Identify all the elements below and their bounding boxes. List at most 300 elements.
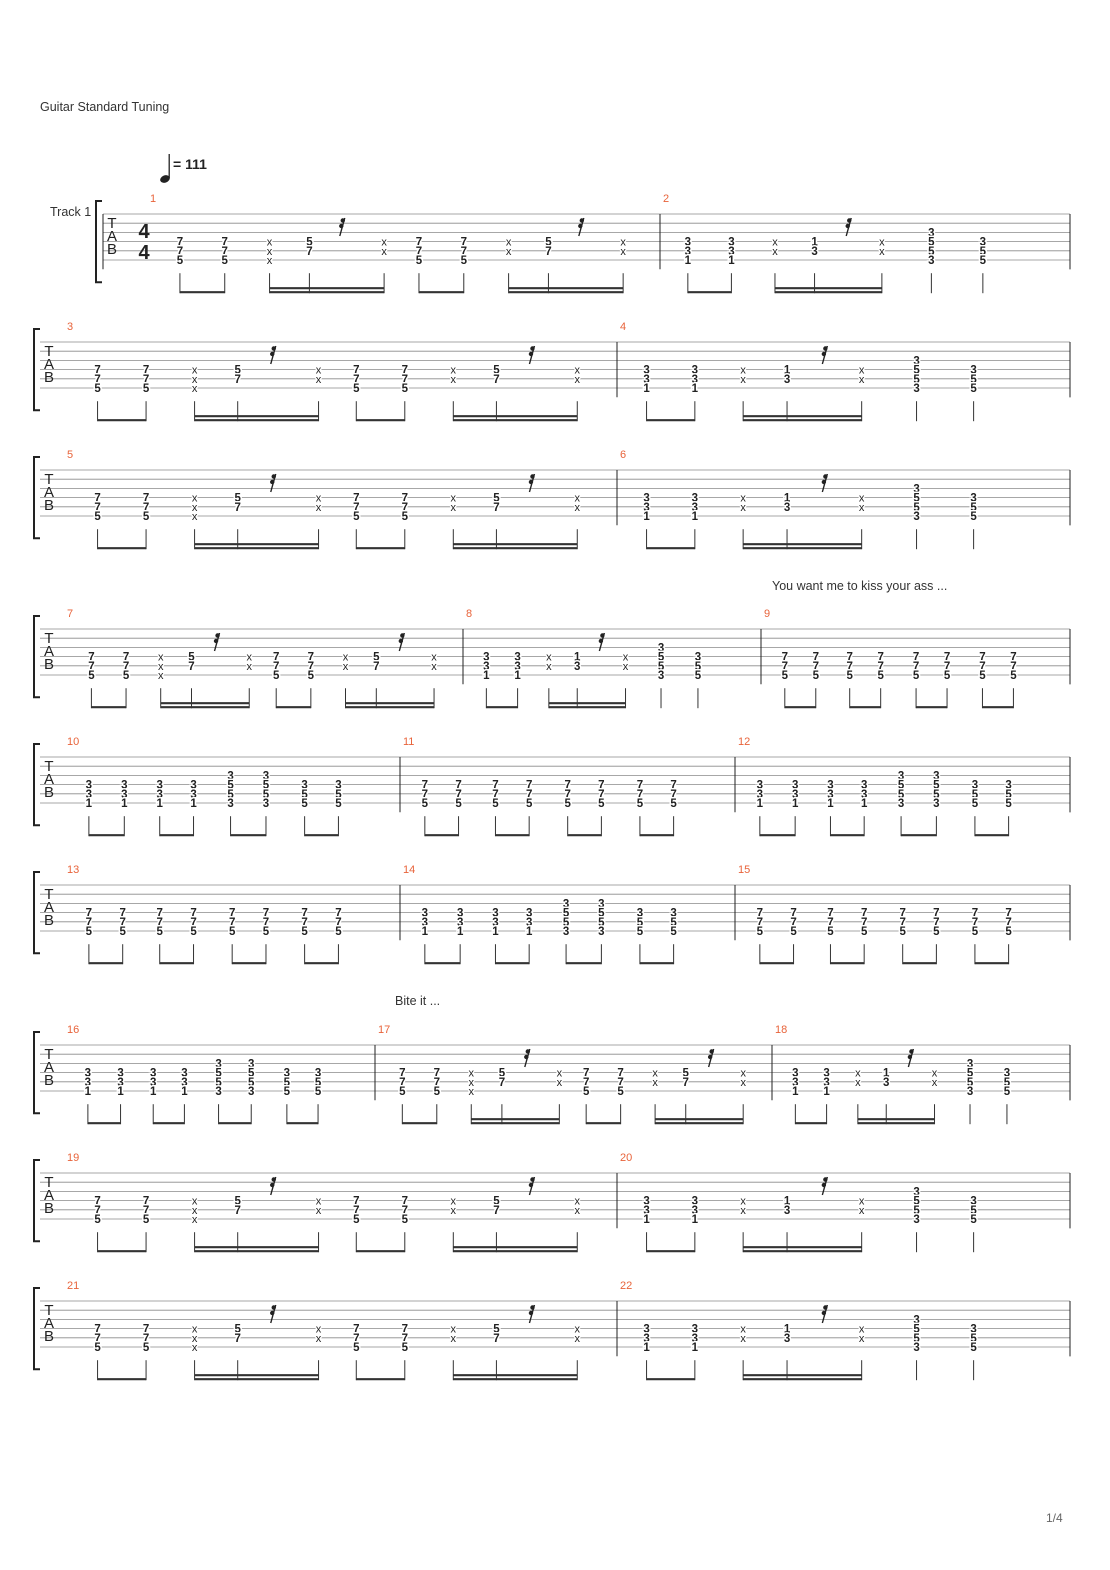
fret-number: 1 <box>85 798 93 810</box>
fret-number: 3 <box>301 779 308 792</box>
fret-number: 7 <box>94 1323 101 1336</box>
rest-flag <box>909 1049 913 1053</box>
system-bracket <box>34 329 40 410</box>
fret-number: 7 <box>301 916 308 929</box>
fret-number: x <box>191 501 198 514</box>
fret-number: 3 <box>860 779 868 792</box>
fret-number: 3 <box>728 236 735 249</box>
rest-flag <box>599 639 603 643</box>
fret-number: 3 <box>227 770 234 783</box>
fret-number: x <box>381 245 387 258</box>
fret-number: 7 <box>415 245 423 258</box>
fret-number: 3 <box>970 1323 977 1336</box>
fret-number: 7 <box>682 1076 689 1089</box>
fret-number: 3 <box>966 1086 974 1098</box>
tab-clef-letter: A <box>106 228 118 245</box>
fret-number: x <box>546 651 552 664</box>
tempo-value: = 111 <box>173 156 207 172</box>
fret-number: 5 <box>966 1067 974 1080</box>
fret-number: x <box>574 492 581 505</box>
fret-number: x <box>450 1323 457 1336</box>
system-bracket <box>34 616 40 697</box>
fret-number: 3 <box>966 1058 974 1071</box>
fret-number: 3 <box>791 788 799 801</box>
fret-number: 3 <box>691 501 699 514</box>
fret-number: x <box>652 1067 658 1080</box>
tab-clef-letter: A <box>43 1187 55 1204</box>
fret-number: 5 <box>636 798 644 810</box>
measure-number: 9 <box>764 608 771 620</box>
fret-number: 5 <box>970 383 977 395</box>
fret-number: 3 <box>928 255 935 267</box>
sixteenth-rest-icon <box>822 474 828 492</box>
fret-number: 5 <box>970 1332 977 1345</box>
fret-number: 1 <box>643 1214 650 1226</box>
fret-number: 3 <box>215 1086 222 1098</box>
lyric-line-2: Bite it ... <box>395 994 441 1008</box>
fret-number: 7 <box>971 916 979 929</box>
fret-number: 3 <box>643 1323 650 1336</box>
sixteenth-rest-icon <box>270 1305 276 1323</box>
fret-number: 5 <box>248 1067 255 1080</box>
fret-number: x <box>342 651 349 664</box>
fret-number: 5 <box>283 1076 291 1089</box>
tab-clef-letter: B <box>106 241 118 258</box>
fret-number: x <box>574 501 581 514</box>
fret-number: 1 <box>691 383 699 395</box>
fret-number: 1 <box>117 1086 124 1098</box>
fret-number: 3 <box>84 1076 92 1089</box>
fret-number: 3 <box>933 770 940 783</box>
rest-flag <box>822 352 826 356</box>
fret-number: x <box>740 1195 746 1208</box>
measure-number: 12 <box>738 736 751 748</box>
tab-clef-letter: T <box>44 1302 54 1319</box>
fret-number: 3 <box>823 1076 830 1089</box>
fret-number: 3 <box>248 1058 255 1071</box>
fret-number: 5 <box>401 1214 408 1226</box>
fret-number: 5 <box>928 236 935 249</box>
fret-number: x <box>879 245 885 258</box>
rest-flag <box>823 346 827 350</box>
fret-number: 5 <box>913 1323 920 1336</box>
fret-number: x <box>315 501 322 514</box>
fret-number: 3 <box>456 916 464 929</box>
fret-number: 5 <box>353 1214 360 1226</box>
fret-number: 7 <box>234 1332 241 1345</box>
fret-number: 5 <box>971 926 979 938</box>
fret-number: x <box>574 364 581 377</box>
fret-number: x <box>858 501 865 514</box>
rest-flag <box>270 352 274 356</box>
fret-number: 5 <box>493 1195 500 1208</box>
fret-number: 7 <box>756 907 764 920</box>
fret-number: 5 <box>283 1086 291 1098</box>
fret-number: 5 <box>670 916 677 929</box>
fret-number: x <box>931 1067 938 1080</box>
fret-number: 7 <box>272 651 280 664</box>
fret-number: x <box>740 1323 746 1336</box>
fret-number: 5 <box>306 236 313 249</box>
fret-number: x <box>740 501 746 514</box>
fret-number: 5 <box>933 926 940 938</box>
fret-number: 5 <box>94 511 101 523</box>
fret-number: 7 <box>564 779 571 792</box>
fret-number: 7 <box>262 916 270 929</box>
fret-number: 3 <box>913 355 920 368</box>
measure-number: 16 <box>67 1024 80 1036</box>
fret-number: 7 <box>142 1204 150 1217</box>
sixteenth-rest-icon <box>822 1177 828 1195</box>
fret-number: 7 <box>455 779 462 792</box>
fret-number: 7 <box>142 364 150 377</box>
fret-number: 3 <box>643 1332 650 1345</box>
fret-number: 7 <box>221 245 228 258</box>
fret-number: 5 <box>966 1076 974 1089</box>
tab-clef-letter: A <box>43 484 55 501</box>
fret-number: 3 <box>897 770 905 783</box>
fret-number: 3 <box>85 779 93 792</box>
fret-number: 3 <box>483 651 490 664</box>
fret-number: 5 <box>562 916 570 929</box>
fret-number: x <box>574 1195 581 1208</box>
fret-number: 5 <box>781 670 789 682</box>
fret-number: 5 <box>912 670 920 682</box>
fret-number: 5 <box>401 1342 408 1354</box>
fret-number: 3 <box>262 798 270 810</box>
fret-number: 3 <box>150 1076 157 1089</box>
fret-number: 3 <box>181 1067 188 1080</box>
fret-number: 5 <box>335 798 342 810</box>
fret-number: 7 <box>582 1067 590 1080</box>
fret-number: 3 <box>913 483 920 496</box>
fret-number: 3 <box>783 373 791 386</box>
fret-number: 3 <box>756 788 764 801</box>
fret-number: 7 <box>790 916 797 929</box>
tab-clef-letter: A <box>43 771 55 788</box>
fret-number: 5 <box>979 245 987 258</box>
measure-19 <box>67 1152 581 1252</box>
fret-number: 7 <box>492 779 499 792</box>
fret-number: x <box>191 364 198 377</box>
rest-flag <box>270 1311 274 1315</box>
fret-number: x <box>879 236 885 249</box>
fret-number: 7 <box>636 779 644 792</box>
fret-number: 7 <box>335 907 342 920</box>
measure-number: 22 <box>620 1280 633 1292</box>
fret-number: 3 <box>643 373 650 386</box>
fret-number: 7 <box>335 916 342 929</box>
fret-number: x <box>157 660 164 673</box>
fret-number: 5 <box>933 779 940 792</box>
fret-number: 7 <box>781 651 789 664</box>
fret-number: 5 <box>176 255 184 267</box>
fret-number: 7 <box>156 907 163 920</box>
fret-number: x <box>431 651 437 664</box>
staff-system-5 <box>34 736 1070 836</box>
fret-number: 7 <box>943 660 951 673</box>
measure-16 <box>67 1024 322 1124</box>
fret-number: x <box>855 1076 861 1089</box>
fret-number: 3 <box>728 245 735 258</box>
fret-number: 5 <box>353 511 360 523</box>
fret-number: 3 <box>827 779 834 792</box>
fret-number: 7 <box>1010 660 1017 673</box>
fret-number: 3 <box>598 926 605 938</box>
fret-number: 5 <box>227 779 234 792</box>
fret-number: x <box>315 373 322 386</box>
sixteenth-rest-icon <box>822 1305 828 1323</box>
measure-number: 8 <box>466 608 473 620</box>
measure-number: 17 <box>378 1024 391 1036</box>
fret-number: x <box>468 1076 475 1089</box>
track-name: Track 1 <box>50 205 92 219</box>
tab-clef-letter: T <box>44 886 54 903</box>
fret-number: 7 <box>301 907 308 920</box>
fret-number: 1 <box>84 1086 92 1098</box>
measure-number: 7 <box>67 608 74 620</box>
fret-number: 5 <box>262 788 270 801</box>
fret-number: 1 <box>691 511 699 523</box>
fret-number: 3 <box>811 245 818 258</box>
sixteenth-rest-icon <box>529 1177 535 1195</box>
rest-flag <box>529 1311 533 1315</box>
measure-number: 3 <box>67 321 74 333</box>
fret-number: 7 <box>373 660 380 673</box>
fret-number: 3 <box>525 916 533 929</box>
fret-number: 7 <box>1005 916 1012 929</box>
fret-number: 7 <box>94 1332 101 1345</box>
fret-number: 7 <box>353 1332 360 1345</box>
fret-number: 3 <box>514 651 521 664</box>
fret-number: 7 <box>899 907 906 920</box>
fret-number: 1 <box>492 926 499 938</box>
fret-number: 5 <box>933 788 940 801</box>
fret-number: 5 <box>234 492 241 505</box>
rest-flag <box>400 633 404 637</box>
fret-number: 5 <box>943 670 951 682</box>
tuning-label: Guitar Standard Tuning <box>40 100 170 114</box>
fret-number: 5 <box>460 255 467 267</box>
fret-number: x <box>858 1204 865 1217</box>
fret-number: 3 <box>84 1067 92 1080</box>
fret-number: 1 <box>156 798 163 810</box>
fret-number: 3 <box>897 798 905 810</box>
fret-number: 3 <box>970 1195 977 1208</box>
measure-18 <box>775 1024 1011 1124</box>
rest-flag <box>846 224 850 228</box>
tab-clef-letter: B <box>43 1072 55 1089</box>
fret-number: 7 <box>860 907 868 920</box>
tab-clef-letter: A <box>43 356 55 373</box>
fret-number: 7 <box>493 1204 500 1217</box>
rest-flag <box>530 1177 534 1181</box>
fret-number: 7 <box>493 1332 500 1345</box>
fret-number: 7 <box>156 916 163 929</box>
rest-flag <box>214 639 218 643</box>
fret-number: 1 <box>643 1342 650 1354</box>
page-number: 1/4 <box>1046 1511 1063 1525</box>
fret-number: 5 <box>913 501 920 514</box>
fret-number: 5 <box>234 1195 241 1208</box>
measure-number: 18 <box>775 1024 788 1036</box>
tab-clef-letter: T <box>44 343 54 360</box>
fret-number: 3 <box>684 236 692 249</box>
rest-flag <box>600 633 604 637</box>
fret-number: x <box>740 492 746 505</box>
fret-number: 5 <box>970 511 977 523</box>
rest-flag <box>215 633 219 637</box>
fret-number: 3 <box>691 1332 699 1345</box>
rest-flag <box>823 1177 827 1181</box>
fret-number: x <box>191 1342 198 1354</box>
fret-number: 5 <box>94 1214 101 1226</box>
fret-number: 3 <box>181 1076 188 1089</box>
fret-number: 3 <box>684 245 692 258</box>
measure-2 <box>663 193 987 293</box>
fret-number: 7 <box>228 916 236 929</box>
staff-system-3 <box>34 449 1070 549</box>
fret-number: x <box>266 255 273 267</box>
fret-number: 7 <box>827 916 834 929</box>
fret-number: 3 <box>492 907 499 920</box>
fret-number: 5 <box>1010 670 1017 682</box>
fret-number: 7 <box>912 660 920 673</box>
fret-number: x <box>450 501 457 514</box>
sixteenth-rest-icon <box>270 474 276 492</box>
fret-number: 5 <box>928 245 935 258</box>
fret-number: 3 <box>156 788 163 801</box>
fret-number: 7 <box>877 651 884 664</box>
measure-number: 6 <box>620 449 627 461</box>
fret-number: 3 <box>783 1204 791 1217</box>
fret-number: 5 <box>657 660 665 673</box>
fret-number: x <box>772 245 778 258</box>
fret-number: 5 <box>353 1342 360 1354</box>
fret-number: 5 <box>1005 788 1012 801</box>
measure-7 <box>67 608 437 708</box>
sixteenth-rest-icon <box>529 474 535 492</box>
fret-number: 5 <box>94 1342 101 1354</box>
rest-flag <box>270 1183 274 1187</box>
measure-17 <box>378 1024 746 1124</box>
fret-number: 5 <box>122 670 130 682</box>
fret-number: 7 <box>142 492 150 505</box>
fret-number: x <box>315 492 322 505</box>
sixteenth-rest-icon <box>399 633 405 651</box>
fret-number: 1 <box>684 255 692 267</box>
rest-flag <box>272 1305 276 1309</box>
fret-number: 1 <box>728 255 735 267</box>
fret-number: 5 <box>790 926 797 938</box>
fret-number: 7 <box>617 1067 624 1080</box>
fret-number: x <box>191 1332 198 1345</box>
measure-number: 20 <box>620 1152 633 1164</box>
fret-number: x <box>191 1323 198 1336</box>
fret-number: 3 <box>792 1067 799 1080</box>
fret-number: 5 <box>119 926 126 938</box>
fret-number: 3 <box>643 492 650 505</box>
fret-number: 1 <box>643 511 650 523</box>
fret-number: 7 <box>399 1076 406 1089</box>
rest-flag <box>530 1305 534 1309</box>
fret-number: 7 <box>460 245 467 258</box>
fret-number: 7 <box>307 660 315 673</box>
fret-number: 5 <box>756 926 764 938</box>
fret-number: 5 <box>1003 1076 1011 1089</box>
fret-number: 1 <box>827 798 834 810</box>
fret-number: 7 <box>353 501 360 514</box>
rest-flag <box>823 1305 827 1309</box>
sixteenth-rest-icon <box>908 1049 914 1067</box>
fret-number: 5 <box>493 1323 500 1336</box>
fret-number: x <box>574 373 581 386</box>
fret-number: x <box>450 1332 457 1345</box>
fret-number: x <box>431 660 437 673</box>
fret-number: 7 <box>812 660 819 673</box>
fret-number: 7 <box>401 492 408 505</box>
fret-number: 3 <box>1005 779 1012 792</box>
fret-number: x <box>858 1332 865 1345</box>
fret-number: 3 <box>933 798 940 810</box>
fret-number: 7 <box>221 236 228 249</box>
fret-number: 7 <box>190 916 197 929</box>
fret-number: 7 <box>94 1195 101 1208</box>
measure-12 <box>738 736 1012 836</box>
tab-clef-letter: T <box>44 630 54 647</box>
fret-number: 3 <box>492 916 499 929</box>
fret-number: 7 <box>899 916 906 929</box>
fret-number: 3 <box>979 236 987 249</box>
fret-number: x <box>740 364 746 377</box>
fret-number: 5 <box>262 926 270 938</box>
fret-number: x <box>246 651 252 664</box>
fret-number: 7 <box>142 1332 150 1345</box>
fret-number: 5 <box>492 798 499 810</box>
measure-13 <box>67 864 342 964</box>
fret-number: x <box>740 1076 746 1089</box>
fret-number: 5 <box>971 788 979 801</box>
fret-number: 3 <box>913 511 920 523</box>
rest-flag <box>578 224 582 228</box>
fret-number: 5 <box>670 798 677 810</box>
fret-number: 3 <box>483 660 490 673</box>
fret-number: x <box>740 1067 746 1080</box>
fret-number: 7 <box>617 1076 624 1089</box>
fret-number: 7 <box>142 1323 150 1336</box>
sixteenth-rest-icon <box>529 1305 535 1323</box>
fret-number: 5 <box>301 798 308 810</box>
fret-number: x <box>468 1067 475 1080</box>
fret-number: 5 <box>234 1323 241 1336</box>
fret-number: 7 <box>979 660 986 673</box>
fret-number: x <box>191 373 198 386</box>
fret-number: x <box>505 236 512 249</box>
fret-number: 7 <box>401 501 408 514</box>
fret-number: 5 <box>272 670 280 682</box>
fret-number: 7 <box>493 501 500 514</box>
fret-number: 1 <box>823 1086 830 1098</box>
fret-number: 5 <box>215 1067 222 1080</box>
fret-number: 3 <box>562 898 570 911</box>
rest-flag <box>270 480 274 484</box>
fret-number: 5 <box>156 926 163 938</box>
fret-number: x <box>450 1204 457 1217</box>
fret-number: 5 <box>670 926 677 938</box>
fret-number: 7 <box>234 501 241 514</box>
sixteenth-rest-icon <box>270 1177 276 1195</box>
fret-number: 7 <box>1010 651 1017 664</box>
